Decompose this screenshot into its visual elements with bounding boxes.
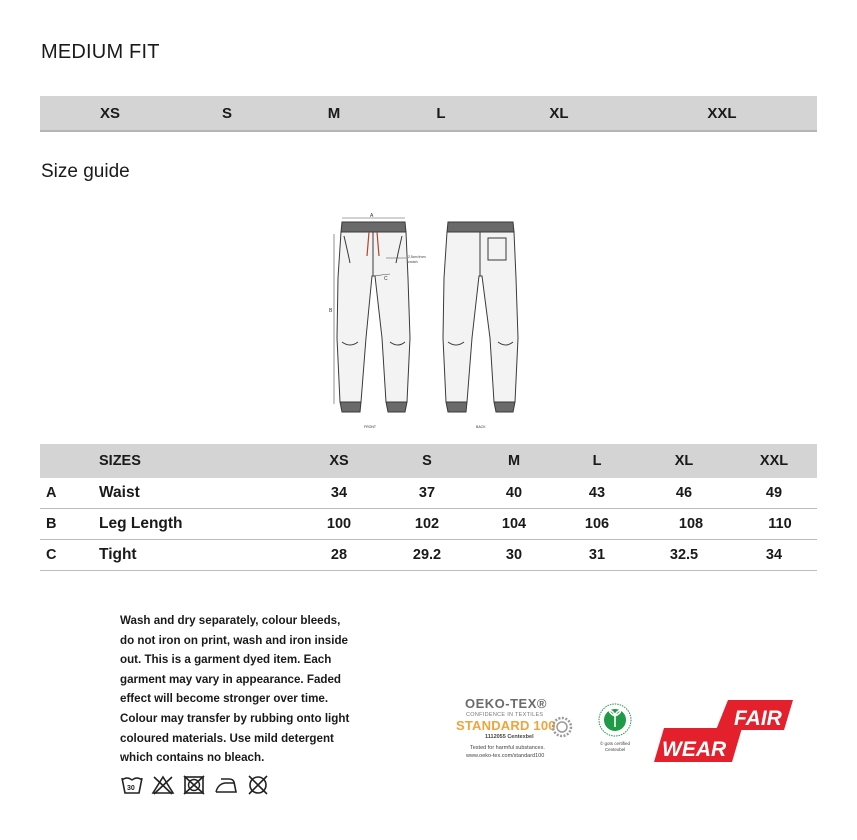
header-size-m: M: [507, 453, 521, 469]
table-cell: 37: [418, 485, 436, 501]
oeko-tex-gear-icon: [551, 716, 573, 738]
size-bar-m: M: [327, 105, 341, 122]
crotch-note-1: 2,5cm from: [408, 255, 426, 259]
oeko-tex-standard: STANDARD 100: [456, 718, 556, 733]
size-guide-title: Size guide: [41, 161, 130, 182]
care-line: effect will become stronger over time.: [120, 692, 329, 706]
row-letter: C: [46, 547, 57, 563]
iron-low-icon: [213, 774, 239, 796]
table-cell: 110: [768, 516, 792, 532]
care-instructions: [120, 611, 370, 768]
care-line: coloured materials. Use mild detergent: [120, 731, 334, 745]
table-row: [40, 478, 817, 509]
size-bar: [40, 96, 817, 132]
table-cell: 46: [675, 485, 693, 501]
gots-emblem-icon: [590, 700, 640, 740]
table-cell: 43: [588, 485, 606, 501]
table-cell: 32.5: [669, 547, 699, 563]
table-cell: 49: [765, 485, 783, 501]
dim-b-label: B: [329, 308, 333, 314]
row-label: Tight: [99, 546, 137, 563]
front-label: FRONT: [364, 425, 377, 429]
care-line: which contains no bleach.: [120, 751, 265, 765]
table-cell: 30: [505, 547, 523, 563]
header-size-xs: XS: [329, 453, 349, 469]
oeko-tex-confidence: CONFIDENCE IN TEXTILES: [466, 712, 544, 718]
dim-c-label: C: [384, 276, 388, 282]
pants-drawing: [320, 208, 540, 434]
wash-30-icon: [120, 774, 144, 796]
gots-cert-line-1: © gots certified: [599, 741, 631, 746]
row-letter: A: [46, 485, 57, 501]
table-cell: 29.2: [412, 547, 442, 563]
gots-cert-line-2: Centexbel: [604, 747, 626, 752]
crotch-note-2: crotch: [408, 260, 418, 264]
oeko-tex-tested: Tested for harmful substances.: [470, 745, 545, 751]
oeko-tex-brand: OEKO-TEX®: [465, 696, 547, 711]
size-bar-l: L: [436, 105, 446, 122]
table-row: [40, 509, 817, 540]
row-letter: B: [46, 516, 57, 532]
fair-wear-bottom: WEAR: [662, 738, 727, 761]
header-size-xl: XL: [674, 453, 694, 469]
no-tumble-dry-icon: [182, 774, 206, 796]
care-line: do not iron on print, wash and iron inside: [120, 633, 349, 647]
size-bar-xxl: XXL: [707, 105, 737, 122]
header-size-s: S: [422, 453, 432, 469]
table-cell: 31: [588, 547, 606, 563]
size-bar-s: S: [221, 105, 233, 122]
table-cell: 40: [505, 485, 523, 501]
table-cell: 34: [765, 547, 783, 563]
size-table: [40, 444, 817, 571]
fair-wear-logo: [652, 700, 794, 764]
table-cell: 106: [584, 516, 610, 532]
pants-diagram: [320, 208, 540, 434]
table-cell: 108: [678, 516, 704, 532]
size-bar-xl: XL: [549, 105, 569, 122]
size-table-header: [40, 444, 817, 478]
back-label: BACK: [476, 425, 486, 429]
care-line: Wash and dry separately, colour bleeds,: [120, 614, 341, 627]
table-cell: 28: [330, 547, 348, 563]
size-bar-xs: XS: [99, 105, 121, 122]
row-label: Waist: [99, 484, 140, 501]
header-size-l: L: [592, 453, 602, 469]
oeko-tex-certificate: 1112055 Centexbel: [485, 734, 534, 740]
row-label: Leg Length: [99, 515, 183, 532]
fit-title: MEDIUM FIT: [41, 41, 160, 63]
table-row: [40, 540, 817, 571]
gots-logo: [590, 700, 640, 758]
table-cell: 104: [501, 516, 527, 532]
care-line: out. This is a garment dyed item. Each: [120, 653, 332, 667]
oeko-tex-url: www.oeko-tex.com/standard100: [466, 753, 545, 759]
wash-temp: 30: [127, 785, 135, 792]
sizes-header-label: SIZES: [99, 453, 141, 469]
table-cell: 100: [326, 516, 352, 532]
no-bleach-icon: [151, 774, 175, 796]
care-line: garment may vary in appearance. Faded: [120, 672, 342, 686]
no-dry-clean-icon: [246, 774, 270, 796]
care-icons: [120, 774, 270, 796]
table-cell: 34: [330, 485, 348, 501]
dim-a-label: A: [370, 213, 374, 219]
fair-wear-top: FAIR: [734, 707, 782, 730]
oeko-tex-logo: [452, 696, 582, 776]
table-cell: 102: [414, 516, 440, 532]
care-line: Colour may transfer by rubbing onto light: [120, 711, 350, 725]
header-size-xxl: XXL: [759, 453, 789, 469]
